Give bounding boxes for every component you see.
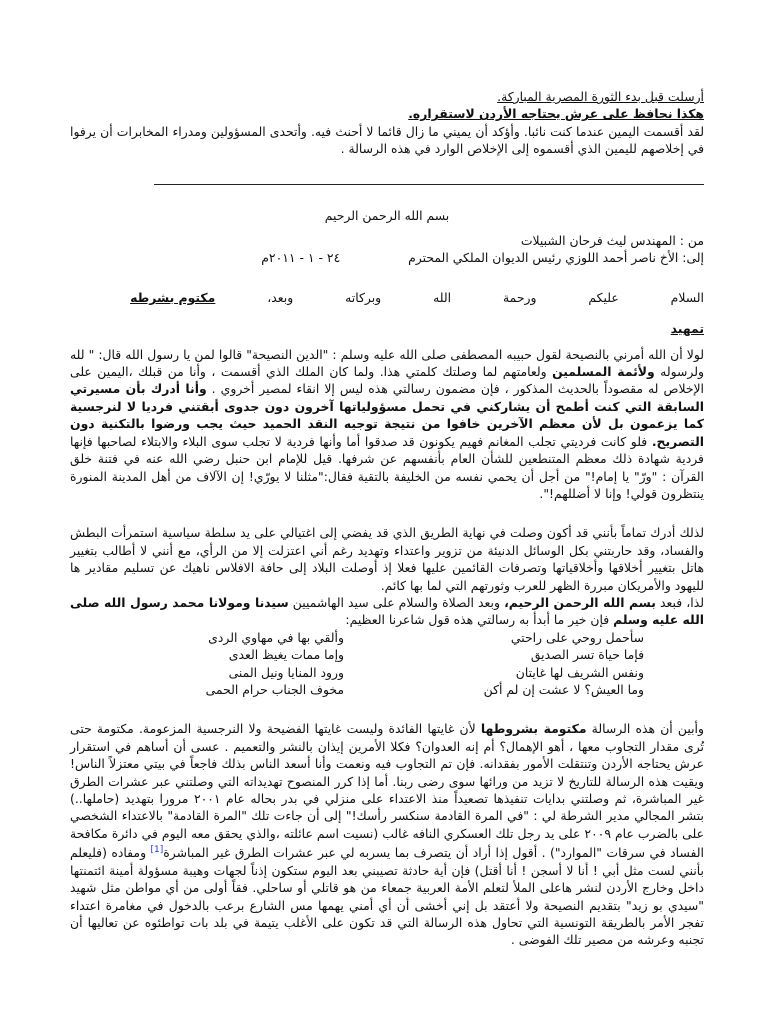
greeting-word: الله: [433, 289, 452, 305]
verse-second-half: ورود المنايا ونيل المنى: [228, 664, 344, 680]
paragraph-4: وأبين أن هذه الرسالة مكتومة بشروطها لأن غايتها الفائدة وليست غايتها الفضيحة ولا النرجسية المزعومة. مكتومة حتى تُرى مقدار التجاوب معها ، أهو الإهمال؟ أم إنه العدوان؟ فكلا الأمرين إيذان بالنشر والتعميم . عسى أن أساهم في استقرار عرش يحتاجه الأردن وتنتقلت الأمور بفقدانه. فإن تم التجاوب فيه ونعمت وأنا أسعد الناس بذلك فاجعاً في بيتي معتزلاً الناس! ويقيت هذه الرسالة للتاريخ لا تزيد من ورائها سوى رضى ربنا. أما إذا كرر المنصوح تهديداته التي وصلتني عبر عشرات الطرق غير المباشرة، ثم وصلتني بدايات تنفيذها تصعيداً منذ الاعتداء على منزلي في بدر بحاله عام ٢٠٠١ مرورا بتهديد (حاملها..) بتشر المجالي مدير الشرطة لي : "في المرة القادمة سنكسر رأسك!" إلى أن جاءت تلك "المرة القادمة" بالاعتداء الشخصي على بالضرب عام ٢٠٠٩ على يد رجل تلك العسكري النافه غالب (نسيت اسم عائلته ،والذي يحقق معه اليوم في دائرة مكافحة الفساد في سرقات "الموارد") . أقول إذا أراد أن يتصرف بما يسربه لي عبر عشرات الطرق غير المباشرة[1] ومفاده (فليعلم بأنني لست مثل أبي ! أنا لا أسجن ! أنا أقتل) فإن أية حادثة تصيبني بعد اليوم ستكون إذناً لجهات وهيبة مسؤولة أمينة ائتمنتها داخل وخارج الأردن لنشر هاعلى الملأ لتعلم الأمة العربية جمعاء من هو قاتلي أو ساحلي. فقاً أولى من أي مواطن مثل شهيد "سيدي بو زيد" بتقديم النصيحة ولا أعتقد بل إني أخشى أن أي أمني يهمها مس الشارع برعب بالدخول في مغامرة اعتداء تفجر الأمر بالطريقة التونسية التي تحاول هذه الرسالة التي قد تكون على الأغلب يتيمة في بلد بات تواطئوه عن تعاليها أن تجنبه وعرشه من مصير تلك الفوضى .: [70, 721, 705, 948]
verse-first-half: ونفس الشريف لها غايتان: [515, 664, 644, 680]
from-line: من : المهندس ليث فرحان الشبيلات: [520, 233, 704, 249]
letter-date: ٢٤ - ١ - ٢٠١١م: [261, 250, 341, 266]
greeting-word: وبعد،: [267, 289, 294, 305]
greeting-word: وبركاته: [345, 289, 382, 305]
greeting-word: السلام: [670, 289, 704, 305]
sealed-note: مكتوم بشرطه: [130, 289, 216, 305]
footnote-link[interactable]: [1]: [150, 845, 164, 856]
intro-line-2: هكذا نحافظ على عرش يحتاجه الأردن لاستقراره.: [408, 106, 704, 122]
basmala: بسم الله الرحمن الرحيم: [324, 207, 450, 223]
section-title: تمهيد: [670, 321, 704, 337]
poem-verses: [70, 629, 644, 699]
paragraph-2: لذلك أدرك تماماً بأنني قد أكون وصلت في نهاية الطريق الذي قد يفضي إلى اغتيالي على يد سلطة سياسية استمرأت البطش والفساد، وقد حاربتني بكل الوسائل الدنيئة من تزوير واعتداء وتهديد رغم أني اعتزلت إلا من الرأي، مع أنني لا أطالب بتغيير هاتل بتغيير أخلاقها وأخلاقياتها وتصرفات القائمين عليها فعلا إذ أوصلت البلاد إلى حافة الافلاس ناهيك عن تسليم مقادير ها لليهود والأمريكان مبررة الظهر للعرب وثورتهم التي لما بها كائم.: [70, 525, 704, 593]
to-line: [70, 249, 704, 266]
letter-body: [70, 88, 704, 949]
verse-second-half: مخوف الجناب حرام الحمى: [205, 681, 344, 697]
greeting-word: ورحمة: [503, 289, 537, 305]
verse-first-half: وما العيش؟ لا عشت إن لم أكن: [483, 681, 644, 697]
verse-first-half: سأحمل روحي على راحتي: [510, 629, 644, 645]
intro-line-1: أرسلت قبل بدء الثورة المصرية المباركة.: [497, 89, 704, 104]
paragraph-3: لذا، فبعد بسم الله الرحمن الرحيم، وبعد الصلاة والسلام على سيد الهاشميين سيدنا ومولانا محمد رسول الله صلى الله عليه وسلم فإن خير ما أبدأ به رسالتي هذه قول شاعرنا العظيم:: [70, 594, 705, 628]
paragraph-1: لولا أن الله أمرني بالنصيحة لقول حبيبه المصطفى صلى الله عليه وسلم : "الدين النصيحة" قالوا لمن يا رسول الله قال: " لله ولرسوله ولأئمة المسلمين ولعامتهم لما وصلتك كلمتي هذا. ولما كان الملك الذي أقسمت ، وأنا من قبلك ،اليمين على الإخلاص له مقصوداً بالحديث المذكور ، فإن مضمون رسالتي هذه ليس إلا انقاء لمصير أخروي . وأنا أدرك بأن مسيرتي السابقة التي كنت أطمح أن يشاركني في تحمل مسؤولياتها آخرون دون جدوى أبقتني فرديا لا لنرجسية كما يزعمون بل لأن معظم الآخرين خافوا من نتيجة توجيه النقد الحميد حيث يجب ورضوا بالتكنية دون التصريح. فلو كانت فرديتي تجلب المغانم فهيم يكونون قد صدقوا أما وأنها فردية لا تجلب سوى البلاء والابتلاء لصاحبها فإنها فردية شهادة ذلك معظم المتنطعين للشأن العام بأنفسهم عن شرفها. قيل للإمام ابن حنبل رضي الله عنه في فتنة خلق القرآن : "ورّ" يا إمام!" من أجل أن يحمي نفسه من الخليفة بالتقية فقال:"مثلنا لا يورّي! إن الآلاف من أهل المدينة المنورة ينتظرون قولي! وإنا لا أضللهم!".: [70, 346, 705, 501]
verse-second-half: وإما ممات يغيظ العدى: [228, 647, 344, 663]
intro-paragraph: لقد أقسمت اليمين عندما كنت نائبا. وأؤكد أن يميني ما زال قائما لا أحنث فيه. وأتحدى المسؤولين ومدراء المخابرات أن يرفوا في إخلاصهم لليمين الذي أقسموه إلى الإخلاص الوارد في هذه الرسالة .: [70, 123, 704, 157]
verse-second-half: وألقي بها في مهاوي الردى: [208, 629, 344, 645]
greeting-line: [70, 289, 704, 306]
greeting-word: عليكم: [588, 289, 619, 305]
to-recipient: إلى: الأخ ناصر أحمد اللوزي رئيس الديوان الملكي المحترم: [408, 250, 704, 266]
verse-first-half: فإما حياة تسر الصديق: [530, 647, 644, 663]
